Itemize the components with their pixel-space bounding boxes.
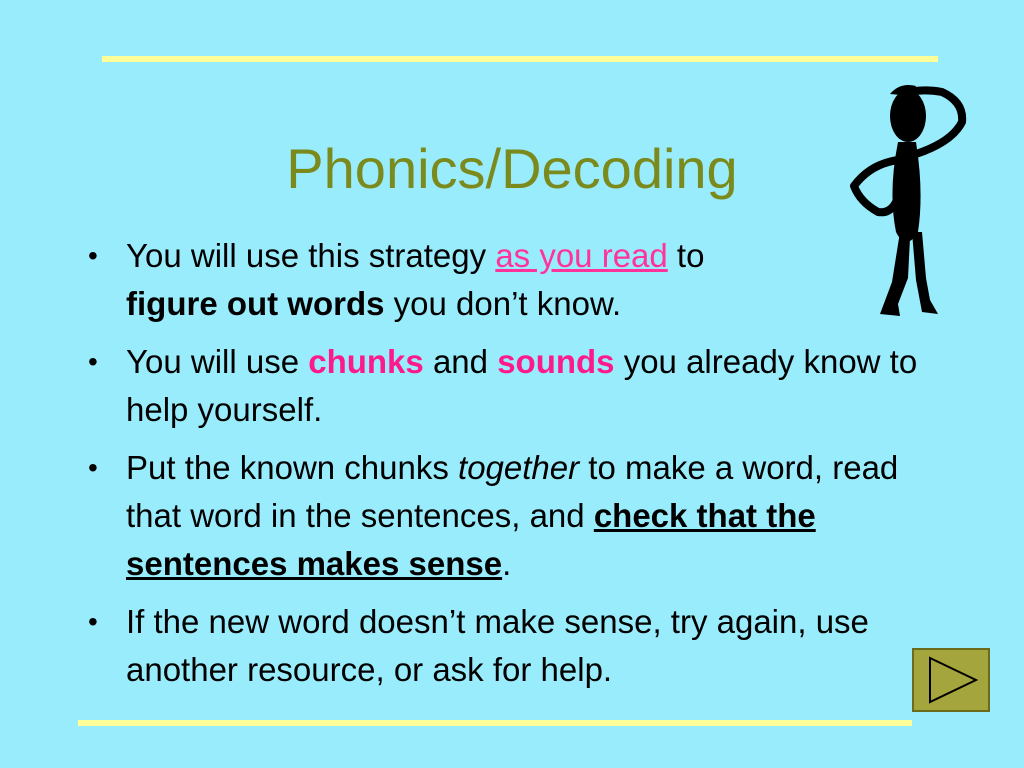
bullet-text: you already know to help yourself. [126,343,918,428]
bullet-emphasis: check that the sentences makes sense [126,497,816,582]
bullet-text: You will use [126,343,309,380]
bullet-list [84,232,954,704]
bullet-emphasis: sounds [497,343,615,380]
bullet-marker: • [88,346,98,377]
bullet-text: You will use this strategy [126,237,496,274]
top-divider [102,56,938,62]
list-item [84,338,954,434]
next-slide-button[interactable] [912,648,990,712]
bullet-text: and [423,343,498,380]
bullet-emphasis: together [458,449,580,486]
bullet-emphasis: figure out words [126,285,385,322]
bullet-text: If the new word doesn’t make sense, try again, use another resource, or ask for help. [126,603,869,688]
bullet-emphasis: chunks [308,343,424,380]
bullet-text: . [502,545,512,582]
bullet-marker: • [88,452,98,483]
list-item [84,444,954,588]
bullet-marker: • [88,240,98,271]
list-item [84,598,954,694]
as-you-read-link[interactable]: as you read [495,237,668,274]
bottom-divider [78,720,912,726]
bullet-text: to [667,237,705,274]
bullet-text: to make a word, read that word in the sentences, and [126,449,899,534]
play-next-icon [914,650,988,710]
bullet-marker: • [88,606,98,637]
bullet-text: you don’t know. [384,285,622,322]
bullet-text: Put the known chunks [126,449,459,486]
list-item [84,232,954,328]
slide-title: Phonics/Decoding [286,136,738,200]
